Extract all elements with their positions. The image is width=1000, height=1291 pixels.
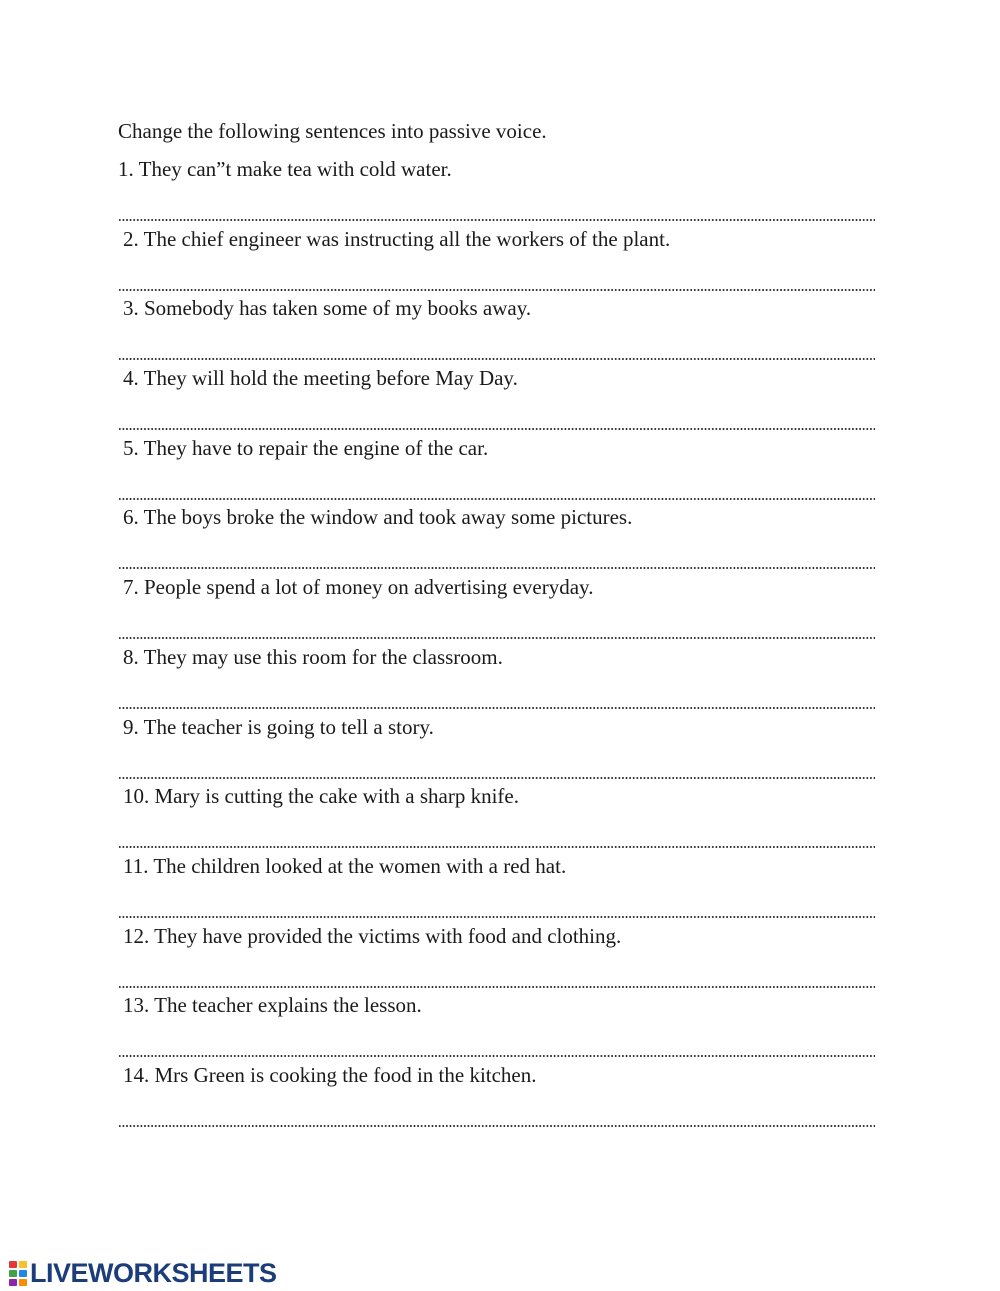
question-text: 2. The chief engineer was instructing all the workers of the plant. [123, 226, 671, 251]
question-text: 8. They may use this room for the classroom. [123, 644, 503, 669]
question-item [118, 564, 878, 634]
question-item [118, 355, 878, 425]
question-text: 3. Somebody has taken some of my books away. [123, 296, 532, 321]
question-item [118, 913, 878, 983]
question-item [118, 146, 878, 216]
question-item [118, 773, 878, 843]
question-item [118, 982, 878, 1052]
question-item [118, 216, 878, 286]
liveworksheets-brand [8, 1257, 277, 1289]
instruction-text: Change the following sentences into passive voice. [118, 119, 547, 143]
question-text: 11. The children looked at the women with a red hat. [123, 853, 567, 878]
question-list [118, 146, 878, 1122]
question-item [118, 1052, 878, 1122]
question-text: 7. People spend a lot of money on advertising everyday. [123, 575, 594, 600]
question-item [118, 704, 878, 774]
question-text: 4. They will hold the meeting before May Day. [123, 366, 518, 391]
question-text: 5. They have to repair the engine of the car. [123, 435, 489, 460]
question-text: 9. The teacher is going to tell a story. [123, 714, 434, 739]
question-text: 10. Mary is cutting the cake with a sharp knife. [123, 784, 519, 809]
question-text: 6. The boys broke the window and took away some pictures. [123, 505, 633, 530]
question-text: 13. The teacher explains the lesson. [123, 993, 422, 1018]
question-text: 12. They have provided the victims with food and clothing. [123, 923, 622, 948]
question-item [118, 843, 878, 913]
question-text: 1. They can”t make tea with cold water. [118, 157, 452, 181]
answer-input[interactable] [118, 1101, 875, 1127]
question-text: 14. Mrs Green is cooking the food in the kitchen. [123, 1062, 537, 1087]
liveworksheets-logo-icon [8, 1259, 28, 1287]
question-item [118, 285, 878, 355]
brand-name: LIVEWORKSHEETS [30, 1258, 277, 1288]
question-item [118, 634, 878, 704]
question-item [118, 425, 878, 495]
worksheet [118, 116, 878, 1122]
question-item [118, 494, 878, 564]
